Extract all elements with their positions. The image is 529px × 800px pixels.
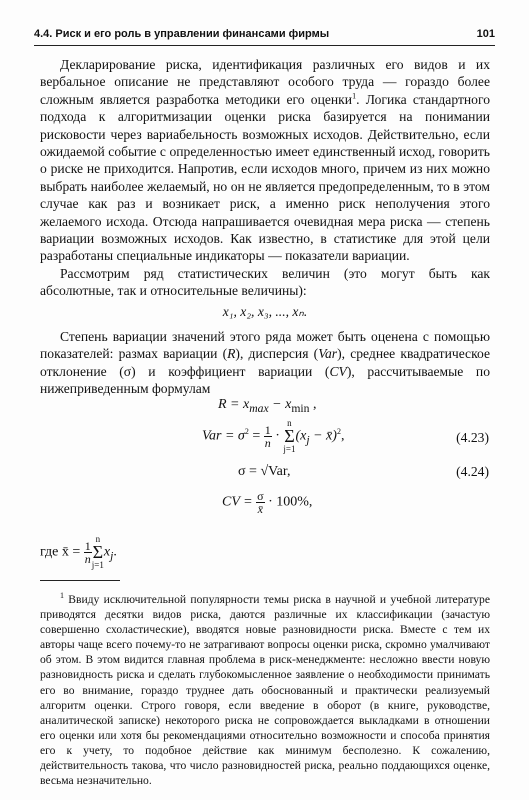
f4-left: CV = <box>222 494 257 510</box>
footnote-rule <box>40 580 120 581</box>
f1-mid: − x <box>268 397 292 412</box>
p3-part-b: ), дисперсия ( <box>235 346 319 362</box>
equation-number-4-23: (4.23) <box>456 430 489 445</box>
f2-end: , <box>340 428 345 444</box>
paragraph-2-text: Рассмотрим ряд статистических величин (это могут быть как абсолютные, так и относительные величины): <box>40 266 490 299</box>
footnote-text: Ввиду исключительной популярности темы риска в научной и учебной литературе приводятся десятки видов риска, даются различные их классификации (зачастую совершенно схоластические), вводятся новые разновидности риска. Вместе с тем их авторы чаще всего почему-то не затрагивают вопросы оценки риска, скромно умалчивают об этом. В этом видится главная проблема в риск-менеджменте: несложно ввести новую разновидность риска и сделать глубокомысленное заявление о необходимости принимать его во внимание, гораздо труднее дать обоснованный и практически реализуемый алгоритм оценки. Строго говоря, если введение в оборот (в книге, руководстве, аналитической записке) некоторого риска не сопровождается выкладками в отношении его оценки или хотя бы рекомендациями относительно возможности и способа принятия его к учету, то подобное действие как минимум бесполезно. К сожалению, действительность такова, что число разновидностей риска, реально поддающихся оценке, весьма незначительно. <box>40 593 490 788</box>
f5-sum-bot: j=1 <box>91 560 104 570</box>
f4-frac-num: σ <box>257 489 264 503</box>
paragraph-1-text: Декларирование риска, идентификация различных его видов и их вербальное описание не представляют особого труда — гораздо более сложным является разработка методики его оценки <box>40 57 490 107</box>
formula-cv <box>222 490 312 515</box>
footnote <box>40 592 490 788</box>
f2-frac-den: n <box>264 436 271 450</box>
f1-min: min <box>291 401 310 415</box>
f2-sum-bot: j=1 <box>283 444 296 454</box>
f2-sq2: 2 <box>336 427 341 437</box>
p3-part-d: ), рассчитываемые по нижеприведенным формулам <box>40 363 490 397</box>
formula-variance <box>202 419 344 454</box>
paragraph-1-rest: . Логика стандартного подхода к алгоритмизации оценки риска базируется на понимании рисковости через вариабельность возможных исходов. Действительно, если ожидаемой событие с определенностью имеет единственный исход, говорить о риске не приходится. Напротив, если исходов много, причем из них можно выбрать наиболее желаемый, но он не является предопределенным, то в этом случае как раз и возникает риск, а именно риск неполучения этого желаемого исхода. Отсюда напрашивается очевидная мера риска — степень вариации возможных исходов. Как известно, в статистике для этой цели разработаны специальные индикаторы — показатели вариации. <box>40 91 490 264</box>
f2-left: Var = σ <box>202 428 245 444</box>
f2-j: j <box>306 433 310 447</box>
footnote-ref: 1 <box>352 91 357 101</box>
paragraph-1 <box>40 56 490 265</box>
section-title: 4.4. Риск и его роль в управлении финансами фирмы <box>34 28 330 40</box>
formula-sigma: σ = √Var, <box>238 464 291 479</box>
f5-left: где x̄ = <box>40 544 84 560</box>
f2-sum-top: n <box>287 418 292 428</box>
f2-eq: = <box>248 428 264 444</box>
paragraph-2 <box>40 265 490 300</box>
f5-frac-den: n <box>84 552 91 566</box>
running-header <box>34 26 495 44</box>
f2-body: (x <box>295 428 307 444</box>
p3-symbol-cv: CV <box>329 363 347 379</box>
p3-symbol-var: Var <box>318 346 338 362</box>
f5-frac-num: 1 <box>84 539 91 553</box>
formula-mean <box>40 535 117 570</box>
f2-sum <box>283 419 295 454</box>
paragraph-3 <box>40 328 490 398</box>
p3-part-a: Степень вариации значений этого ряда может быть оценена с помощью показателей: размах вариации ( <box>40 329 490 362</box>
f5-j: j <box>110 549 114 563</box>
f5-fraction <box>84 540 92 565</box>
equation-number-4-24: (4.24) <box>456 464 489 479</box>
f2-minus: − x̄) <box>309 428 337 444</box>
sequence-formula: x₁, x₂, x₃, ..., xₙ. <box>222 304 308 319</box>
header-rule <box>34 45 495 46</box>
f2-fraction <box>264 424 272 449</box>
f5-sum-top: n <box>95 534 101 544</box>
formula-range <box>218 397 316 415</box>
f4-right: · 100%, <box>264 494 313 510</box>
f1-main: R = x <box>218 397 250 412</box>
f2-sum-sign: Σ <box>284 426 295 446</box>
footnote-mark: 1 <box>60 591 64 601</box>
f1-end: , <box>309 397 317 412</box>
p3-part-c: ), среднее квадратическое отклонение (σ) и коэффициент вариации ( <box>40 346 491 379</box>
f4-fraction <box>256 490 264 515</box>
f4-frac-den: x̄ <box>257 502 263 516</box>
p3-symbol-r: R <box>227 346 236 362</box>
f2-sq: 2 <box>244 427 249 437</box>
f1-max: max <box>249 401 269 415</box>
f5-sum <box>92 535 104 570</box>
f2-dot: · <box>271 428 284 444</box>
f5-sum-sign: Σ <box>92 542 104 562</box>
f2-frac-num: 1 <box>264 423 271 437</box>
f5-end: . <box>113 544 117 560</box>
page-number: 101 <box>476 28 495 40</box>
f5-body: x <box>103 544 111 560</box>
